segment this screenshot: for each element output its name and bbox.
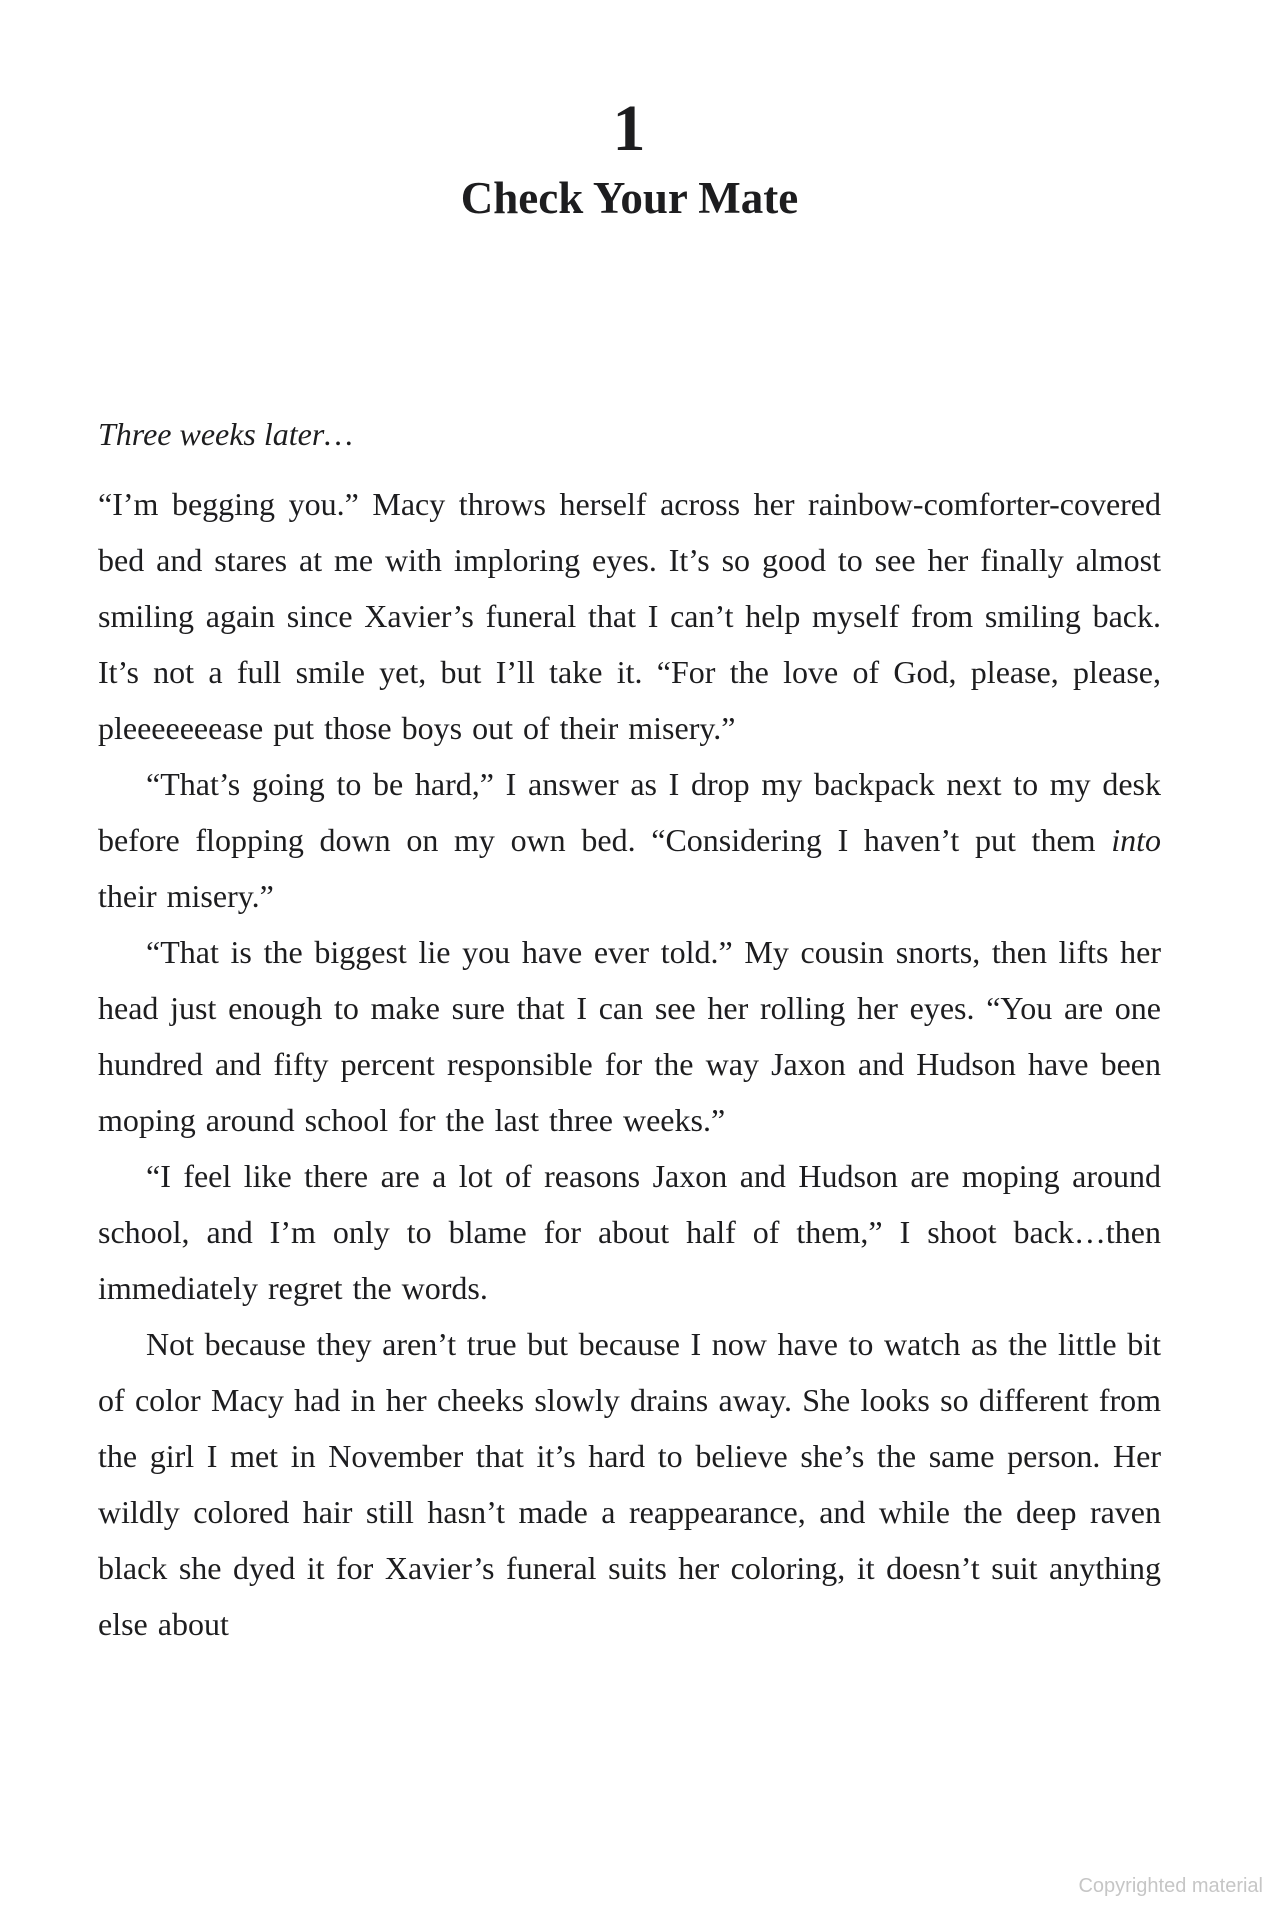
paragraph-text: “That is the biggest lie you have ever told.” My cousin snorts, then lifts her head just enough to make sure that I can see her rolling her eyes. “You are one hundred and fifty percent responsible for the way Jaxon and Hudson have been moping around school for the last three weeks.” [98, 933, 1161, 1138]
chapter-title: Check Your Mate [460, 173, 799, 223]
paragraph-text: “That’s going to be hard,” I answer as I drop my backpack next to my desk before flopping down on my own bed. “Considering I haven’t put them [98, 765, 1161, 858]
body-paragraph [98, 1148, 1161, 1316]
body-text [98, 476, 1161, 1652]
paragraph-text: “I’m begging you.” Macy throws herself across her rainbow-comforter-covered bed and stares at me with imploring eyes. It’s so good to see her finally almost smiling again since Xavier’s funeral that I can’t help myself from smiling back. It’s not a full smile yet, but I’ll take it. “For the love of God, please, please, pleeeeeeease put those boys out of their misery.” [98, 485, 1161, 746]
copyright-watermark: Copyrighted material [1078, 1875, 1263, 1897]
intro-line: Three weeks later… [98, 415, 353, 452]
body-paragraph [98, 756, 1161, 924]
paragraph-text: their misery.” [98, 877, 274, 914]
paragraph-text: Not because they aren’t true but because I now have to watch as the little bit of color Macy had in her cheeks slowly drains away. She looks so different from the girl I met in November that it’s hard to believe she’s the same person. Her wildly colored hair still hasn’t made a reappearance, and while the deep raven black she dyed it for Xavier’s funeral suits her coloring, it doesn’t suit anything else about [98, 1325, 1161, 1642]
body-paragraph [98, 476, 1161, 756]
text-block [98, 92, 1161, 1652]
chapter-number: 1 [612, 92, 647, 165]
emphasized-text: into [1111, 821, 1161, 858]
paragraph-text: “I feel like there are a lot of reasons Jaxon and Hudson are moping around school, and I’m only to blame for about half of them,” I shoot back…then immediately regret the words. [98, 1157, 1161, 1306]
body-paragraph [98, 924, 1161, 1148]
body-paragraph [98, 1316, 1161, 1652]
